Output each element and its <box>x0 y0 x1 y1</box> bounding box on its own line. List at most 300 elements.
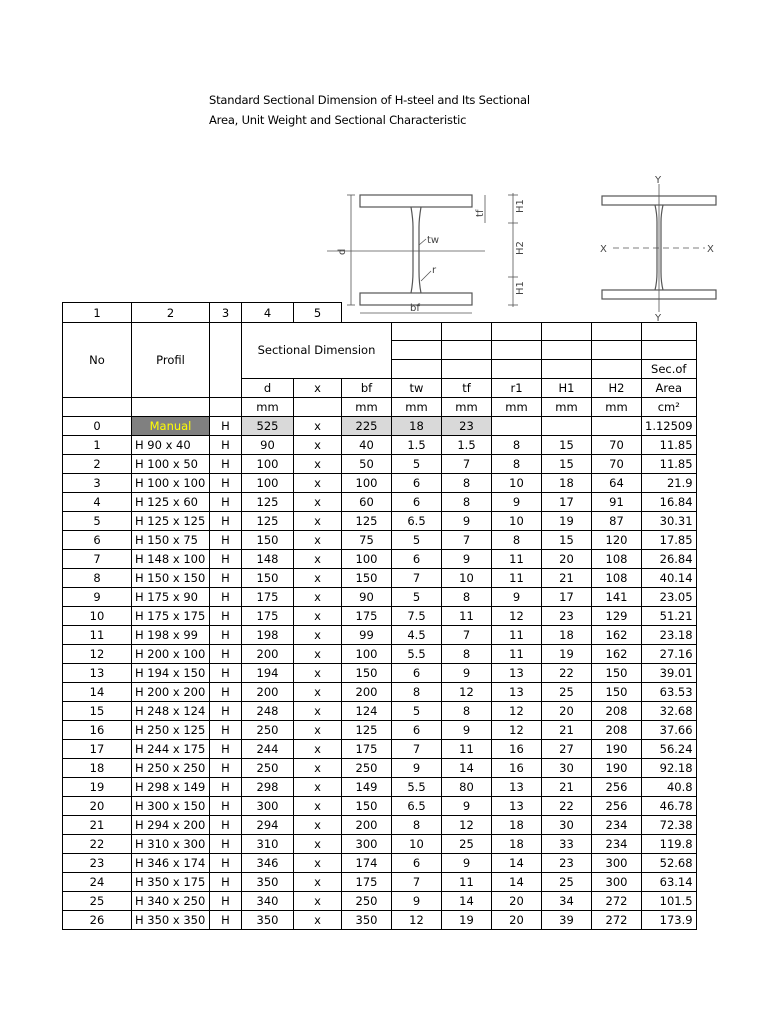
cell-no: 17 <box>63 739 132 758</box>
table-row <box>63 663 697 682</box>
cell-h1: 18 <box>542 625 592 644</box>
cell-h2: 70 <box>592 454 642 473</box>
cell-h1: 21 <box>542 568 592 587</box>
cell-type: H <box>210 644 242 663</box>
blank-cell <box>492 323 542 341</box>
cell-h1: 22 <box>542 663 592 682</box>
cell-tf: 7 <box>442 625 492 644</box>
cell-area: 51.21 <box>642 606 697 625</box>
cell-bf: 100 <box>342 549 392 568</box>
blank-cell <box>492 303 542 323</box>
label-h1-bottom: H1 <box>515 281 526 295</box>
cell-profil: H 310 x 300 <box>132 834 210 853</box>
label-d: d <box>337 248 348 255</box>
cell-d: 250 <box>242 758 294 777</box>
cell-h1 <box>542 416 592 435</box>
cell-tf: 11 <box>442 872 492 891</box>
cell-area: 52.68 <box>642 853 697 872</box>
table-row <box>63 492 697 511</box>
label-r: r <box>432 265 437 276</box>
cell-area: 1.12509 <box>642 416 697 435</box>
cell-tf: 7 <box>442 454 492 473</box>
cell-type: H <box>210 625 242 644</box>
cell-r1: 13 <box>492 663 542 682</box>
cell-h2: 256 <box>592 796 642 815</box>
cell-area: 72.38 <box>642 815 697 834</box>
header-type-blank <box>210 323 242 398</box>
cell-h2: 208 <box>592 720 642 739</box>
cell-tf: 8 <box>442 644 492 663</box>
cell-tf: 11 <box>442 739 492 758</box>
cell-h2: 108 <box>592 568 642 587</box>
table-row <box>63 815 697 834</box>
cell-h1: 33 <box>542 834 592 853</box>
cell-tf: 19 <box>442 910 492 929</box>
cell-bf: 149 <box>342 777 392 796</box>
cell-x: x <box>294 587 342 606</box>
blank-cell <box>542 303 592 323</box>
cell-x: x <box>294 606 342 625</box>
cell-bf[interactable]: 225 <box>342 416 392 435</box>
unit-bf: mm <box>342 397 392 416</box>
unit-d: mm <box>242 397 294 416</box>
cell-d: 346 <box>242 853 294 872</box>
cell-d: 200 <box>242 644 294 663</box>
cell-area: 40.8 <box>642 777 697 796</box>
cell-area: 11.85 <box>642 435 697 454</box>
table-row <box>63 530 697 549</box>
cell-tf: 8 <box>442 701 492 720</box>
cell-x: x <box>294 682 342 701</box>
cell-tw: 6.5 <box>392 511 442 530</box>
label-tw: tw <box>427 235 440 246</box>
cell-r1: 9 <box>492 587 542 606</box>
cell-area: 37.66 <box>642 720 697 739</box>
cell-bf: 125 <box>342 511 392 530</box>
cell-profil: H 198 x 99 <box>132 625 210 644</box>
cell-tf: 9 <box>442 720 492 739</box>
cell-d: 150 <box>242 568 294 587</box>
blank-cell <box>492 359 542 378</box>
cell-d: 350 <box>242 872 294 891</box>
cell-bf: 300 <box>342 834 392 853</box>
blank-cell <box>442 323 492 341</box>
cell-d: 200 <box>242 682 294 701</box>
blank-cell <box>492 341 542 359</box>
cell-h2: 141 <box>592 587 642 606</box>
cell-h2: 190 <box>592 739 642 758</box>
cell-x: x <box>294 777 342 796</box>
blank-cell <box>592 303 642 323</box>
blank-cell <box>392 341 442 359</box>
cell-no: 19 <box>63 777 132 796</box>
cell-h2: 234 <box>592 815 642 834</box>
cell-h1: 15 <box>542 530 592 549</box>
cell-profil: H 340 x 250 <box>132 891 210 910</box>
cell-type: H <box>210 454 242 473</box>
cell-r1: 16 <box>492 758 542 777</box>
cell-type: H <box>210 530 242 549</box>
cell-h2: 300 <box>592 872 642 891</box>
cell-area: 23.05 <box>642 587 697 606</box>
cell-x: x <box>294 492 342 511</box>
title-line-1: Standard Sectional Dimension of H-steel and Its Sectional <box>209 93 530 107</box>
table-row <box>63 454 697 473</box>
cell-area: 173.9 <box>642 910 697 929</box>
cell-tw: 5.5 <box>392 644 442 663</box>
cell-h1: 17 <box>542 492 592 511</box>
cell-no: 16 <box>63 720 132 739</box>
cell-h2: 150 <box>592 663 642 682</box>
cell-bf: 60 <box>342 492 392 511</box>
cell-profil: H 200 x 100 <box>132 644 210 663</box>
table-row <box>63 796 697 815</box>
cell-type: H <box>210 606 242 625</box>
cell-r1: 18 <box>492 834 542 853</box>
cell-x: x <box>294 568 342 587</box>
cell-no: 2 <box>63 454 132 473</box>
table-row <box>63 891 697 910</box>
cell-tw: 5 <box>392 701 442 720</box>
cell-d[interactable]: 525 <box>242 416 294 435</box>
cell-type: H <box>210 568 242 587</box>
cell-profil: H 175 x 90 <box>132 587 210 606</box>
cell-tf: 1.5 <box>442 435 492 454</box>
table-row <box>63 644 697 663</box>
cell-profil: H 244 x 175 <box>132 739 210 758</box>
cell-h1: 23 <box>542 606 592 625</box>
blank-cell <box>63 397 132 416</box>
cell-r1: 18 <box>492 815 542 834</box>
table-row <box>63 435 697 454</box>
cell-area: 11.85 <box>642 454 697 473</box>
unit-area: cm² <box>642 397 697 416</box>
cell-bf: 175 <box>342 872 392 891</box>
cell-bf: 150 <box>342 796 392 815</box>
units-row <box>63 397 697 416</box>
cell-d: 294 <box>242 815 294 834</box>
cell-bf: 100 <box>342 644 392 663</box>
cell-d: 248 <box>242 701 294 720</box>
table-row <box>63 777 697 796</box>
table-row <box>63 910 697 929</box>
table-row <box>63 625 697 644</box>
cell-type: H <box>210 758 242 777</box>
cell-bf: 250 <box>342 891 392 910</box>
cell-type: H <box>210 739 242 758</box>
cell-bf: 174 <box>342 853 392 872</box>
cell-h1: 34 <box>542 891 592 910</box>
cell-profil: H 100 x 50 <box>132 454 210 473</box>
cell-h2: 120 <box>592 530 642 549</box>
cell-h2: 70 <box>592 435 642 454</box>
cell-no: 1 <box>63 435 132 454</box>
table-row <box>63 682 697 701</box>
cell-area: 26.84 <box>642 549 697 568</box>
cell-d: 125 <box>242 492 294 511</box>
blank-cell <box>442 341 492 359</box>
cell-type: H <box>210 473 242 492</box>
blank-cell <box>542 359 592 378</box>
label-tf: tf <box>475 209 486 217</box>
cell-no: 5 <box>63 511 132 530</box>
cell-tw: 7.5 <box>392 606 442 625</box>
cell-h2: 272 <box>592 910 642 929</box>
title-line-2: Area, Unit Weight and Sectional Characteristic <box>209 113 467 127</box>
cell-d: 244 <box>242 739 294 758</box>
table-row <box>63 701 697 720</box>
cell-x: x <box>294 701 342 720</box>
table-row <box>63 511 697 530</box>
cell-tw: 10 <box>392 834 442 853</box>
cell-h2: 108 <box>592 549 642 568</box>
cell-tw: 9 <box>392 758 442 777</box>
cell-r1: 8 <box>492 454 542 473</box>
cell-no: 4 <box>63 492 132 511</box>
cell-profil: H 175 x 175 <box>132 606 210 625</box>
cell-x: x <box>294 511 342 530</box>
cell-d: 100 <box>242 473 294 492</box>
cell-r1: 12 <box>492 606 542 625</box>
cell-x: x <box>294 473 342 492</box>
blank-cell <box>392 303 442 323</box>
cell-r1 <box>492 416 542 435</box>
cell-no: 14 <box>63 682 132 701</box>
cell-d: 100 <box>242 454 294 473</box>
cell-no: 13 <box>63 663 132 682</box>
cell-type: H <box>210 872 242 891</box>
cell-bf: 150 <box>342 568 392 587</box>
cell-profil: H 90 x 40 <box>132 435 210 454</box>
cell-profil: H 350 x 175 <box>132 872 210 891</box>
cell-no: 25 <box>63 891 132 910</box>
cell-h2: 300 <box>592 853 642 872</box>
cell-h1: 15 <box>542 454 592 473</box>
cell-type: H <box>210 587 242 606</box>
header-sectional-dimension: Sectional Dimension <box>242 323 392 379</box>
cell-tw: 6.5 <box>392 796 442 815</box>
col-number-2: 2 <box>132 303 210 323</box>
cell-tf[interactable]: 23 <box>442 416 492 435</box>
cell-profil: H 150 x 150 <box>132 568 210 587</box>
cell-tf: 9 <box>442 663 492 682</box>
table-row <box>63 758 697 777</box>
cell-r1: 11 <box>492 568 542 587</box>
cell-h1: 25 <box>542 682 592 701</box>
cell-bf: 99 <box>342 625 392 644</box>
cell-h2: 272 <box>592 891 642 910</box>
cell-d: 125 <box>242 511 294 530</box>
col-number-1: 1 <box>63 303 132 323</box>
column-number-row <box>63 303 697 323</box>
cell-tw: 7 <box>392 568 442 587</box>
h-beam-axis-diagram <box>595 172 725 322</box>
cell-no: 15 <box>63 701 132 720</box>
cell-tw: 8 <box>392 815 442 834</box>
cell-tf: 8 <box>442 587 492 606</box>
cell-h2: 129 <box>592 606 642 625</box>
cell-type: H <box>210 720 242 739</box>
cell-no: 22 <box>63 834 132 853</box>
cell-x: x <box>294 549 342 568</box>
cell-bf: 175 <box>342 606 392 625</box>
cell-h2: 87 <box>592 511 642 530</box>
cell-type: H <box>210 777 242 796</box>
cell-r1: 16 <box>492 739 542 758</box>
label-h2: H2 <box>515 241 526 255</box>
header-row-1 <box>63 323 697 341</box>
cell-r1: 8 <box>492 435 542 454</box>
cell-tw: 6 <box>392 663 442 682</box>
blank-cell <box>442 303 492 323</box>
cell-tf: 14 <box>442 758 492 777</box>
cell-bf: 50 <box>342 454 392 473</box>
unit-h1: mm <box>542 397 592 416</box>
col-number-5: 5 <box>294 303 342 323</box>
header-d: d <box>242 378 294 397</box>
cell-profil: H 125 x 125 <box>132 511 210 530</box>
cell-type: H <box>210 663 242 682</box>
header-h1: H1 <box>542 378 592 397</box>
cell-no: 11 <box>63 625 132 644</box>
header-area: Area <box>642 378 697 397</box>
cell-type: H <box>210 853 242 872</box>
cell-d: 175 <box>242 587 294 606</box>
cell-h1: 19 <box>542 644 592 663</box>
table-row <box>63 853 697 872</box>
cell-tf: 12 <box>442 815 492 834</box>
cell-area: 40.14 <box>642 568 697 587</box>
cell-type: H <box>210 682 242 701</box>
cell-tf: 12 <box>442 682 492 701</box>
blank-cell <box>592 359 642 378</box>
cell-bf: 350 <box>342 910 392 929</box>
cell-area: 21.9 <box>642 473 697 492</box>
cell-area: 92.18 <box>642 758 697 777</box>
cell-h1: 25 <box>542 872 592 891</box>
cell-h1: 22 <box>542 796 592 815</box>
cell-tf: 9 <box>442 853 492 872</box>
cell-bf: 175 <box>342 739 392 758</box>
cell-r1: 11 <box>492 644 542 663</box>
cell-x: x <box>294 416 342 435</box>
cell-no: 12 <box>63 644 132 663</box>
cell-tf: 25 <box>442 834 492 853</box>
cell-h1: 27 <box>542 739 592 758</box>
cell-no: 18 <box>63 758 132 777</box>
cell-tw[interactable]: 18 <box>392 416 442 435</box>
cell-d: 90 <box>242 435 294 454</box>
cell-h1: 39 <box>542 910 592 929</box>
cell-d: 350 <box>242 910 294 929</box>
cell-profil: H 200 x 200 <box>132 682 210 701</box>
cell-profil[interactable]: Manual <box>132 416 210 435</box>
cell-x: x <box>294 435 342 454</box>
table-row <box>63 473 697 492</box>
cell-h1: 20 <box>542 549 592 568</box>
cell-tw: 1.5 <box>392 435 442 454</box>
cell-no: 9 <box>63 587 132 606</box>
cell-d: 150 <box>242 530 294 549</box>
blank-cell <box>442 359 492 378</box>
cell-profil: H 298 x 149 <box>132 777 210 796</box>
page-title <box>209 90 530 130</box>
cell-no: 3 <box>63 473 132 492</box>
cell-type: H <box>210 416 242 435</box>
table-row <box>63 872 697 891</box>
cell-profil: H 300 x 150 <box>132 796 210 815</box>
cell-d: 310 <box>242 834 294 853</box>
cell-h2: 162 <box>592 625 642 644</box>
cell-h1: 23 <box>542 853 592 872</box>
cell-type: H <box>210 701 242 720</box>
cell-tf: 9 <box>442 549 492 568</box>
cell-d: 340 <box>242 891 294 910</box>
header-r1: r1 <box>492 378 542 397</box>
unit-tf: mm <box>442 397 492 416</box>
blank-cell <box>392 359 442 378</box>
header-bf: bf <box>342 378 392 397</box>
cell-no: 0 <box>63 416 132 435</box>
cell-tw: 5 <box>392 530 442 549</box>
cell-type: H <box>210 834 242 853</box>
cell-tf: 80 <box>442 777 492 796</box>
header-no: No <box>63 323 132 398</box>
cell-area: 32.68 <box>642 701 697 720</box>
label-y-bottom: Y <box>655 313 662 322</box>
cell-r1: 10 <box>492 511 542 530</box>
cell-area: 101.5 <box>642 891 697 910</box>
cell-h2: 64 <box>592 473 642 492</box>
label-h1-top: H1 <box>515 199 526 213</box>
cell-profil: H 100 x 100 <box>132 473 210 492</box>
label-bf: bf <box>410 303 420 314</box>
cell-area: 23.18 <box>642 625 697 644</box>
cell-area: 46.78 <box>642 796 697 815</box>
cell-x: x <box>294 625 342 644</box>
cell-x: x <box>294 853 342 872</box>
cell-type: H <box>210 910 242 929</box>
cell-x: x <box>294 815 342 834</box>
cell-tw: 6 <box>392 473 442 492</box>
cell-r1: 14 <box>492 853 542 872</box>
cell-h2: 234 <box>592 834 642 853</box>
header-tf: tf <box>442 378 492 397</box>
blank-cell <box>592 323 642 341</box>
cell-r1: 13 <box>492 777 542 796</box>
blank-cell <box>592 341 642 359</box>
blank-cell <box>392 323 442 341</box>
cell-bf: 100 <box>342 473 392 492</box>
cell-tw: 9 <box>392 891 442 910</box>
cell-type: H <box>210 511 242 530</box>
blank-cell <box>542 341 592 359</box>
cell-type: H <box>210 549 242 568</box>
cell-x: x <box>294 796 342 815</box>
unit-tw: mm <box>392 397 442 416</box>
cell-d: 194 <box>242 663 294 682</box>
cell-r1: 10 <box>492 473 542 492</box>
cell-x: x <box>294 530 342 549</box>
cell-r1: 13 <box>492 796 542 815</box>
cell-h2: 91 <box>592 492 642 511</box>
cell-r1: 9 <box>492 492 542 511</box>
cell-area: 30.31 <box>642 511 697 530</box>
cell-h1: 15 <box>542 435 592 454</box>
blank-cell <box>642 303 697 323</box>
cell-h1: 30 <box>542 815 592 834</box>
cell-x: x <box>294 834 342 853</box>
